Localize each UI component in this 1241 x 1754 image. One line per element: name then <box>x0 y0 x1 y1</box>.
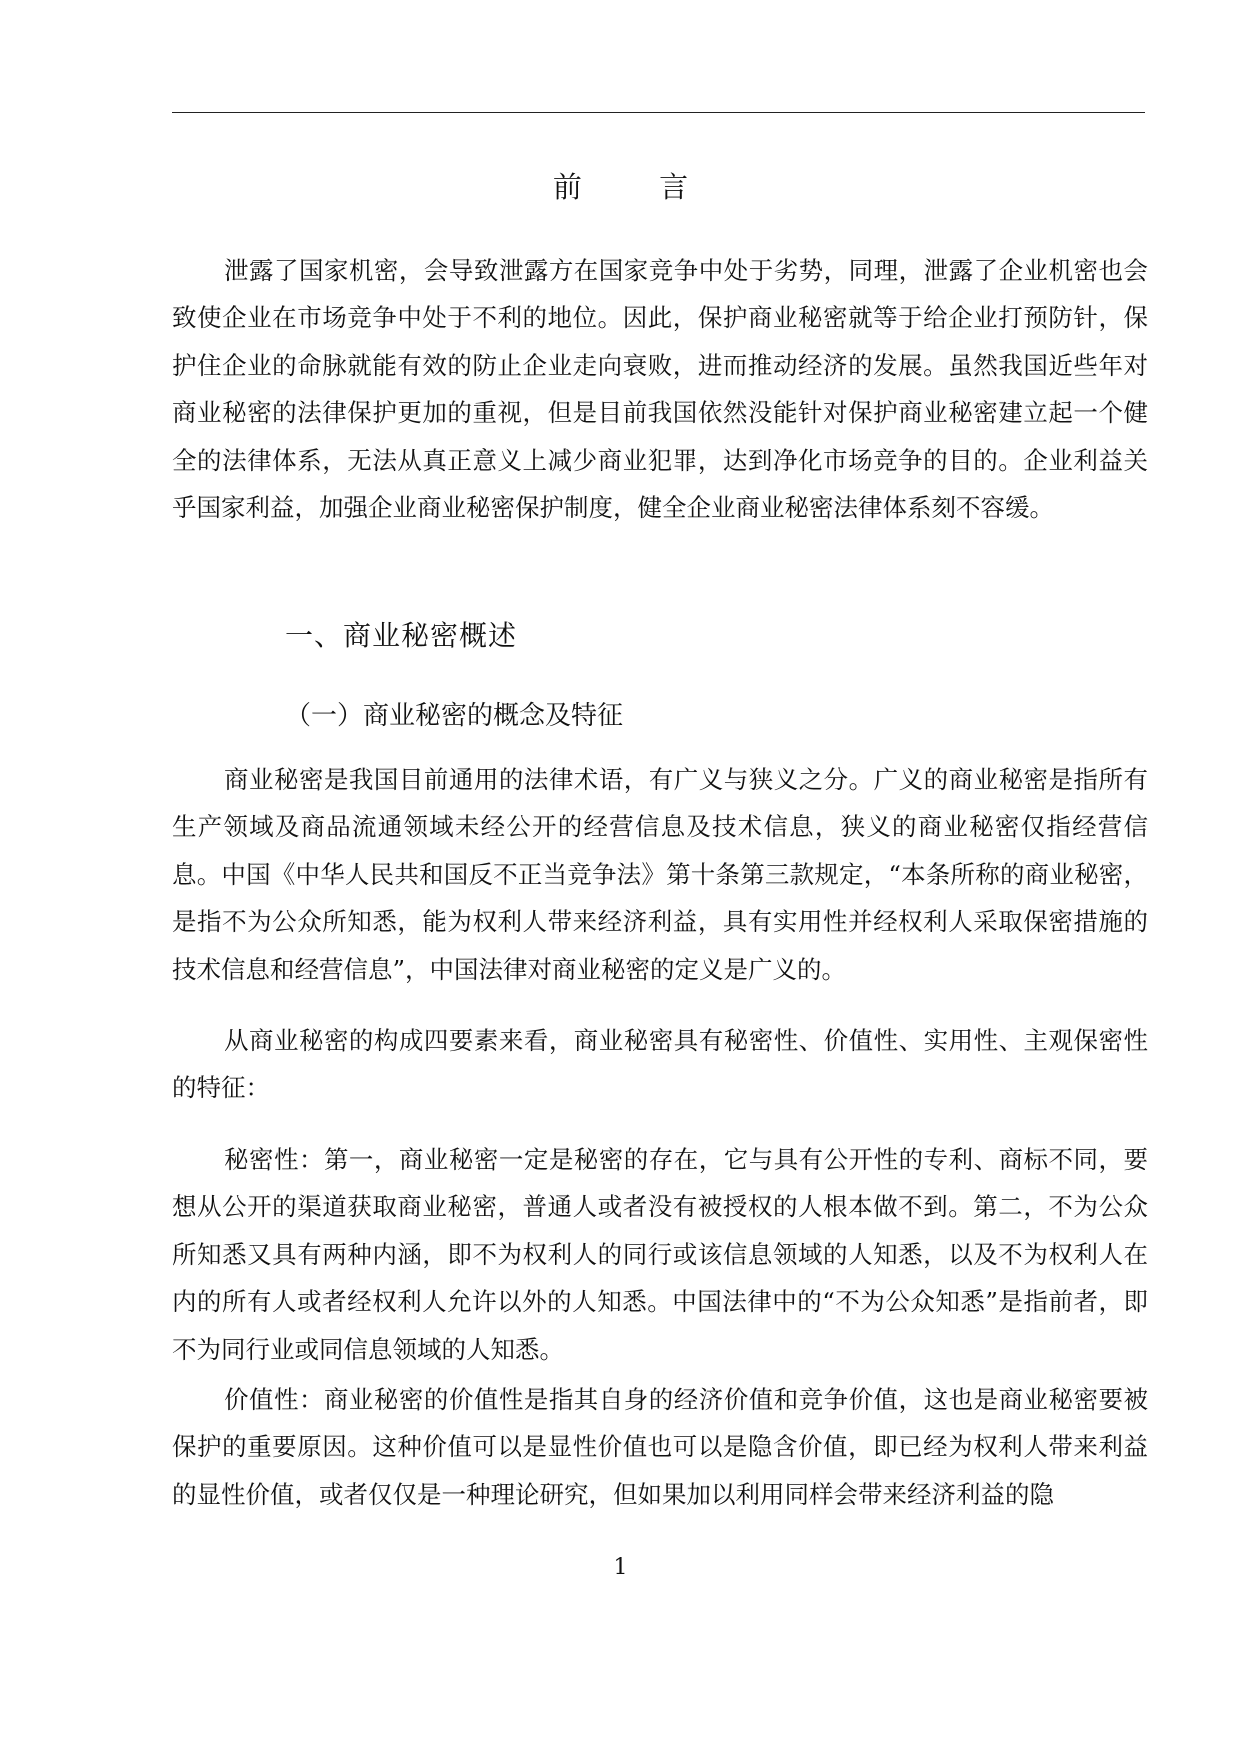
value-paragraph: 价值性：商业秘密的价值性是指其自身的经济价值和竞争价值，这也是商业秘密要被保护的重要原因。这种价值可以是显性价值也可以是隐含价值，即已经为权利人带来利益的显性价值，或者仅仅是一种理论研究，但如果加以利用同样会带来经济利益的隐 <box>172 1385 1148 1509</box>
section-heading: 一、商业秘密概述 <box>285 619 518 652</box>
elements-paragraph: 从商业秘密的构成四要素来看，商业秘密具有秘密性、价值性、实用性、主观保密性的特征： <box>172 1026 1148 1103</box>
definition-paragraph: 商业秘密是我国目前通用的法律术语，有广义与狭义之分。广义的商业秘密是指所有生产领域及商品流通领域未经公开的经营信息及技术信息，狭义的商业秘密仅指经营信息。中国《中华人民共和国反不正当竞争法》第十条第三款规定，“本条所称的商业秘密，是指不为公众所知悉，能为权利人带来经济利益，具有实用性并经权利人采取保密措施的技术信息和经营信息”，中国法律对商业秘密的定义是广义的。 <box>172 765 1148 984</box>
intro-paragraph: 泄露了国家机密，会导致泄露方在国家竞争中处于劣势，同理，泄露了企业机密也会致使企业在市场竞争中处于不利的地位。因此，保护商业秘密就等于给企业打预防针，保护住企业的命脉就能有效的防止企业走向衰败，进而推动经济的发展。虽然我国近些年对商业秘密的法律保护更加的重视，但是目前我国依然没能针对保护商业秘密建立起一个健全的法律体系，无法从真正意义上减少商业犯罪，达到净化市场竞争的目的。企业利益关乎国家利益，加强企业商业秘密保护制度，健全企业商业秘密法律体系刻不容缓。 <box>172 256 1148 523</box>
subsection-heading: （一）商业秘密的概念及特征 <box>285 701 624 731</box>
secrecy-paragraph: 秘密性：第一，商业秘密一定是秘密的存在，它与具有公开性的专利、商标不同，要想从公开的渠道获取商业秘密，普通人或者没有被授权的人根本做不到。第二，不为公众所知悉又具有两种内涵，即不为权利人的同行或该信息领域的人知悉，以及不为权利人在内的所有人或者经权利人允许以外的人知悉。中国法律中的“不为公众知悉”是指前者，即不为同行业或同信息领域的人知悉。 <box>172 1145 1148 1364</box>
page-number: 1 <box>613 1555 628 1580</box>
page-title: 前 言 <box>552 170 723 204</box>
header-rule <box>172 112 1145 113</box>
